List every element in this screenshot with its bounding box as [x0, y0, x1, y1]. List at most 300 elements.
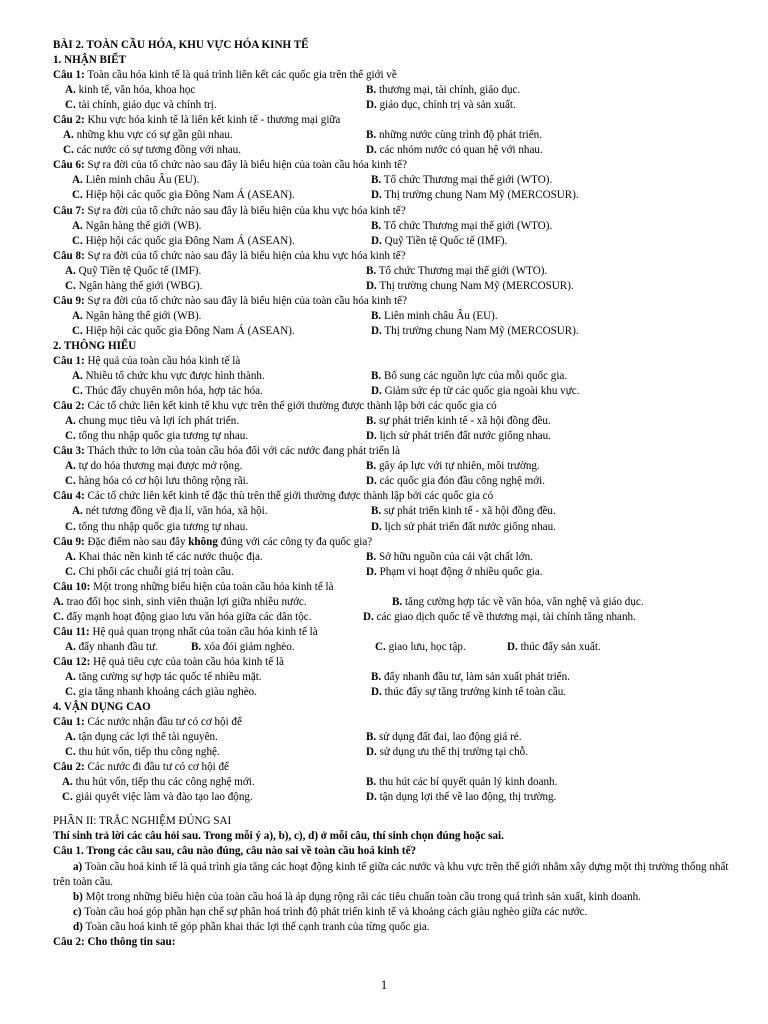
option-text: Hiệp hội các quốc gia Đông Nam Á (ASEAN).: [85, 234, 295, 247]
option-letter: B.: [371, 370, 382, 383]
option-text: Nhiều tổ chức khu vực được hình thành.: [85, 370, 265, 383]
part-instruction: Thí sinh trả lời các câu hỏi sau. Trong mỗi ý a), b), c), d) ở mỗi câu, thí sinh chọn đúng hoặc sai.: [53, 830, 504, 843]
answer-option[interactable]: [63, 128, 233, 143]
question-text: Hệ quả của toàn cầu hóa kinh tế là: [87, 354, 241, 367]
option-letter: A.: [65, 84, 76, 97]
option-text: Ngân hàng thế giới (WB).: [85, 219, 202, 232]
answer-option[interactable]: [53, 610, 312, 625]
option-letter: C.: [72, 189, 83, 202]
question-text: Trong các câu sau, câu nào đúng, câu nào sai về toàn cầu hoá kinh tế?: [86, 845, 417, 858]
section-heading: 2. THÔNG HIỂU: [53, 339, 137, 352]
option-letter: B.: [366, 776, 377, 789]
question-text: Đặc điểm nào sau đây: [87, 535, 189, 548]
answer-row: [53, 565, 733, 580]
option-letter: B.: [392, 595, 403, 608]
answer-option[interactable]: [191, 640, 295, 655]
option-letter: D.: [371, 520, 382, 533]
answer-option[interactable]: [53, 595, 307, 610]
answer-option[interactable]: [366, 98, 516, 113]
answer-option[interactable]: [392, 595, 644, 610]
answer-row: [53, 790, 733, 805]
question-label: Câu 12:: [53, 655, 91, 668]
answer-option[interactable]: [65, 685, 257, 700]
statement-letter: a): [73, 860, 83, 873]
answer-row: [53, 685, 733, 700]
answer-row: [53, 369, 733, 384]
option-text: xóa đói giảm nghèo.: [203, 640, 295, 653]
option-text: các nước có sự tương đồng với nhau.: [76, 144, 241, 157]
option-letter: D.: [507, 640, 518, 653]
option-text: Chi phối các chuỗi giá trị toàn cầu.: [78, 565, 234, 578]
option-letter: B.: [366, 460, 377, 473]
option-letter: A.: [65, 415, 76, 428]
answer-option[interactable]: [371, 234, 507, 249]
question-stem: [53, 399, 733, 414]
answer-option[interactable]: [72, 234, 295, 249]
answer-option[interactable]: [366, 128, 542, 143]
answer-row: [53, 610, 733, 625]
answer-option[interactable]: [72, 504, 268, 519]
answer-row: [53, 324, 733, 339]
question-stem: [53, 249, 733, 264]
answer-option[interactable]: [65, 565, 234, 580]
answer-row: [53, 595, 733, 610]
document-body: [53, 38, 733, 950]
option-letter: C.: [375, 640, 386, 653]
document-title: BÀI 2. TOÀN CẦU HÓA, KHU VỰC HÓA KINH TẾ: [53, 39, 309, 51]
option-letter: A.: [65, 550, 76, 563]
option-text: Thị trường chung Nam Mỹ (MERCOSUR).: [384, 324, 579, 337]
option-letter: A.: [62, 776, 73, 789]
statement-text: Toàn cầu hoá kinh tế góp phần khai thác lợi thế cạnh tranh của từng quốc gia.: [85, 920, 430, 933]
answer-option[interactable]: [366, 143, 543, 158]
part-heading: PHẦN II: TRẮC NGHIỆM ĐÚNG SAI: [53, 815, 232, 828]
answer-option[interactable]: [366, 745, 528, 760]
option-letter: A.: [72, 309, 83, 322]
question-label: Câu 1:: [53, 716, 85, 729]
answer-row: [53, 264, 733, 279]
answer-row: [53, 640, 733, 655]
statement-text: Một trong những biểu hiện của toàn cầu hoá là áp dụng rộng rãi các tiêu chuẩn toàn cầu trong quá trình sản xuất, kinh doanh.: [85, 890, 641, 903]
option-text: thu hút các bí quyết quản lý kinh doanh.: [378, 776, 558, 789]
option-text: Tổ chức Thương mại thế giới (WTO).: [378, 264, 548, 277]
answer-option[interactable]: [62, 790, 253, 805]
answer-option[interactable]: [65, 730, 218, 745]
option-letter: A.: [65, 640, 76, 653]
question-stem: [53, 158, 733, 173]
statement-letter: b): [73, 890, 83, 903]
option-text: tăng cường hợp tác về văn hóa, văn nghệ và giáo dục.: [404, 595, 644, 608]
option-letter: D.: [366, 565, 377, 578]
question-stem: [53, 625, 733, 640]
answer-option[interactable]: [65, 459, 242, 474]
option-text: Hiệp hội các quốc gia Đông Nam Á (ASEAN).: [85, 189, 295, 202]
question-stem: [53, 444, 733, 459]
question-text: đúng với các công ty đa quốc gia?: [217, 535, 373, 548]
question-stem: [53, 294, 733, 309]
section-heading: 1. NHẬN BIẾT: [53, 54, 127, 67]
option-text: sự phát triển kinh tế - xã hội đồng đều.: [378, 415, 551, 428]
answer-option[interactable]: [366, 83, 520, 98]
question-stem: [53, 715, 733, 730]
answer-row: [53, 745, 733, 760]
answer-option[interactable]: [366, 459, 540, 474]
question-label: Câu 1:: [53, 354, 85, 367]
option-text: kinh tế, văn hóa, khoa học: [78, 84, 196, 97]
question-stem: [53, 580, 733, 595]
answer-option[interactable]: [366, 775, 557, 790]
option-letter: D.: [371, 686, 382, 699]
option-letter: B.: [371, 174, 382, 187]
answer-option[interactable]: [65, 640, 158, 655]
answer-option[interactable]: [72, 369, 265, 384]
true-false-statement[interactable]: [53, 920, 733, 935]
answer-row: [53, 520, 733, 535]
answer-option[interactable]: [366, 264, 547, 279]
question-label: Câu 9:: [53, 535, 85, 548]
question-text-emphasis: không: [188, 535, 218, 548]
option-letter: C.: [65, 686, 76, 699]
statement-letter: c): [73, 905, 82, 918]
answer-option[interactable]: [63, 143, 241, 158]
option-text: Giảm sức ép từ các quốc gia ngoài khu vực.: [384, 385, 580, 398]
question-text: Khu vực hóa kinh tế là liên kết kinh tế - thương mại giữa: [87, 114, 341, 127]
option-letter: C.: [65, 520, 76, 533]
true-false-statement[interactable]: [53, 860, 733, 890]
answer-row: [53, 309, 733, 324]
option-text: nét tương đồng về địa lí, văn hóa, xã hội.: [85, 505, 268, 518]
answer-option[interactable]: [65, 745, 220, 760]
question-stem: [53, 535, 733, 550]
option-letter: D.: [371, 324, 382, 337]
option-letter: B.: [371, 309, 382, 322]
option-text: Thúc đẩy chuyên môn hóa, hợp tác hóa.: [85, 385, 263, 398]
answer-option[interactable]: [363, 610, 636, 625]
true-false-statement[interactable]: [53, 890, 733, 905]
answer-option[interactable]: [371, 309, 498, 324]
option-letter: C.: [65, 279, 76, 292]
answer-option[interactable]: [65, 264, 201, 279]
option-text: Liên minh châu Âu (EU).: [85, 174, 200, 187]
answer-row: [53, 219, 733, 234]
option-letter: B.: [366, 415, 377, 428]
option-text: những nước cùng trình độ phát triển.: [378, 129, 542, 142]
option-letter: B.: [371, 505, 382, 518]
answer-option[interactable]: [366, 565, 543, 580]
option-letter: A.: [63, 129, 74, 142]
answer-option[interactable]: [371, 188, 579, 203]
statement-text: Toàn cầu hoá kinh tế là quá trình gia tăng các hoạt động kinh tế giữa các nước và khu vực trên thế giới nhằm xây dựng một thị trường thống nhất trên toàn cầu.: [53, 860, 729, 888]
question-text: Một trong những biểu hiện của toàn cầu hóa kinh tế là: [93, 580, 334, 593]
option-letter: C.: [72, 234, 83, 247]
option-text: sử dụng đất đai, lao động giá rẻ.: [378, 731, 522, 744]
answer-option[interactable]: [507, 640, 601, 655]
option-text: đẩy mạnh hoạt động giao lưu văn hóa giữa các dân tộc.: [66, 610, 312, 623]
option-letter: B.: [366, 129, 377, 142]
option-text: tài chính, giáo dục và chính trị.: [78, 99, 217, 112]
option-text: tổng thu nhập quốc gia tương tự nhau.: [78, 520, 249, 533]
option-letter: D.: [366, 144, 377, 157]
option-text: giải quyết việc làm và đào tạo lao động.: [75, 791, 253, 804]
question-label: Câu 6:: [53, 159, 85, 172]
option-letter: A.: [65, 264, 76, 277]
option-letter: A.: [72, 174, 83, 187]
question-text: Hệ quả quan trọng nhất của toàn cầu hóa kinh tế là: [92, 625, 318, 638]
answer-row: [53, 128, 733, 143]
question-stem: [53, 354, 733, 369]
question-text: Cho thông tin sau:: [87, 935, 176, 948]
answer-option[interactable]: [366, 414, 551, 429]
option-text: Thị trường chung Nam Mỹ (MERCOSUR).: [379, 279, 574, 292]
question-label: Câu 11:: [53, 625, 90, 638]
question-label: Câu 2:: [53, 400, 85, 413]
option-letter: B.: [371, 670, 382, 683]
question-text: Thách thức to lớn của toàn cầu hóa đối với các nước đang phát triển là: [87, 445, 401, 458]
true-false-statement[interactable]: [53, 905, 733, 920]
spacer: [53, 805, 733, 814]
page-number: 1: [380, 977, 388, 992]
answer-row: [53, 730, 733, 745]
question-label: Câu 10:: [53, 580, 91, 593]
question-text: Hệ quả tiêu cực của toàn cầu hóa kinh tế là: [93, 655, 284, 668]
option-letter: A.: [72, 370, 83, 383]
option-text: tăng cường sự hợp tác quốc tế nhiều mặt.: [78, 670, 262, 683]
option-text: gây áp lực với tự nhiên, môi trường.: [378, 460, 540, 473]
option-text: Sở hữu nguồn của cải vật chất lớn.: [378, 550, 533, 563]
option-text: tận dụng lợi thế về lao động, thị trường.: [379, 791, 557, 804]
option-text: tận dụng các lợi thế tài nguyên.: [78, 731, 218, 744]
option-letter: D.: [366, 99, 377, 112]
option-letter: C.: [72, 385, 83, 398]
answer-row: [53, 670, 733, 685]
option-letter: D.: [371, 189, 382, 202]
answer-row: [53, 143, 733, 158]
answer-option[interactable]: [65, 279, 202, 294]
question-label: Câu 1:: [53, 69, 85, 82]
option-text: thúc đẩy sản xuất.: [520, 640, 601, 653]
question-text: Các tổ chức liên kết kinh tế khu vực trên thế giới thường được thành lập bởi các quốc gia có: [87, 400, 497, 413]
option-text: các quốc gia đón đầu công nghệ mới.: [379, 475, 546, 488]
option-text: Ngân hàng thế giới (WBG).: [78, 279, 203, 292]
option-letter: D.: [363, 610, 374, 623]
option-text: đẩy nhanh đầu tư.: [78, 640, 158, 653]
question-stem: [53, 489, 733, 504]
option-text: sự phát triển kinh tế - xã hội đồng đều.: [383, 505, 556, 518]
question-stem: [53, 844, 733, 859]
question-label: Câu 2:: [53, 761, 85, 774]
answer-option[interactable]: [371, 670, 570, 685]
question-label: Câu 2:: [53, 114, 85, 127]
answer-option[interactable]: [65, 550, 263, 565]
question-stem: [53, 655, 733, 670]
answer-option[interactable]: [65, 429, 248, 444]
answer-row: [53, 504, 733, 519]
option-text: thúc đẩy sự tăng trưởng kinh tế toàn cầu.: [384, 686, 567, 699]
answer-option[interactable]: [371, 504, 556, 519]
option-text: tổng thu nhập quốc gia tương tự nhau.: [78, 430, 249, 443]
answer-option[interactable]: [371, 369, 567, 384]
option-text: những khu vực có sự gần gũi nhau.: [76, 129, 233, 142]
option-text: Quỹ Tiền tệ Quốc tế (IMF).: [384, 234, 508, 247]
option-letter: A.: [72, 505, 83, 518]
option-letter: A.: [65, 731, 76, 744]
question-text: Các nước đi đầu tư có cơ hội để: [87, 761, 229, 774]
answer-option[interactable]: [371, 219, 552, 234]
answer-option[interactable]: [72, 219, 201, 234]
option-text: trao đổi học sinh, sinh viên thuận lợi giữa nhiều nước.: [66, 595, 307, 608]
question-label: Câu 7:: [53, 204, 85, 217]
section-heading: 4. VẬN DỤNG CAO: [53, 701, 151, 714]
option-text: lịch sử phát triển đất nước giống nhau.: [384, 520, 556, 533]
option-text: thu hút vốn, tiếp thu các công nghệ mới.: [75, 776, 255, 789]
option-letter: D.: [371, 385, 382, 398]
answer-row: [53, 279, 733, 294]
option-text: các giao dịch quốc tế về thương mại, tài chính tăng nhanh.: [376, 610, 636, 623]
statement-letter: d): [73, 920, 83, 933]
question-stem: [53, 113, 733, 128]
option-letter: B.: [371, 219, 382, 232]
option-text: Ngân hàng thế giới (WB).: [85, 309, 202, 322]
option-letter: D.: [371, 234, 382, 247]
answer-option[interactable]: [371, 384, 579, 399]
option-text: Khai thác nền kinh tế các nước thuộc địa.: [78, 550, 263, 563]
option-letter: D.: [366, 430, 377, 443]
answer-row: [53, 414, 733, 429]
option-letter: C.: [63, 144, 74, 157]
answer-option[interactable]: [65, 98, 217, 113]
answer-row: [53, 775, 733, 790]
answer-option[interactable]: [366, 474, 545, 489]
answer-option[interactable]: [65, 520, 248, 535]
answer-option[interactable]: [366, 279, 574, 294]
answer-row: [53, 459, 733, 474]
question-label: Câu 1.: [53, 845, 84, 858]
question-label: Câu 3:: [53, 445, 85, 458]
question-text: Sự ra đời của tổ chức nào sau đây là biểu hiện của toàn cầu hóa kinh tế?: [87, 294, 407, 307]
option-letter: C.: [65, 99, 76, 112]
option-letter: A.: [65, 670, 76, 683]
question-label: Câu 8:: [53, 249, 85, 262]
answer-row: [53, 550, 733, 565]
answer-option[interactable]: [72, 384, 263, 399]
option-letter: A.: [53, 595, 64, 608]
question-stem: [53, 204, 733, 219]
answer-option[interactable]: [371, 685, 566, 700]
option-letter: B.: [366, 731, 377, 744]
option-letter: D.: [366, 279, 377, 292]
option-text: Tổ chức Thương mại thế giới (WTO).: [383, 174, 553, 187]
option-text: Phạm vi hoạt động ở nhiều quốc gia.: [379, 565, 543, 578]
option-letter: B.: [366, 84, 377, 97]
answer-option[interactable]: [65, 83, 195, 98]
question-stem: [53, 935, 733, 950]
answer-option[interactable]: [371, 173, 552, 188]
option-text: đẩy nhanh đầu tư, làm sản xuất phát triển.: [383, 670, 570, 683]
answer-option[interactable]: [72, 324, 295, 339]
option-text: Tổ chức Thương mại thế giới (WTO).: [383, 219, 553, 232]
option-text: các nhóm nước có quan hệ với nhau.: [379, 144, 543, 157]
option-letter: A.: [72, 219, 83, 232]
answer-option[interactable]: [72, 188, 295, 203]
question-label: Câu 2:: [53, 935, 85, 948]
option-text: Hiệp hội các quốc gia Đông Nam Á (ASEAN).: [85, 324, 295, 337]
answer-option[interactable]: [366, 550, 533, 565]
answer-row: [53, 173, 733, 188]
option-text: hàng hóa có cơ hội lưu thông rộng rãi.: [78, 475, 249, 488]
answer-option[interactable]: [65, 474, 249, 489]
question-stem: [53, 68, 733, 83]
option-letter: C.: [65, 746, 76, 759]
option-text: chung mục tiêu và lợi ích phát triển.: [78, 415, 240, 428]
option-text: Liên minh châu Âu (EU).: [383, 309, 498, 322]
option-text: thu hút vốn, tiếp thu công nghệ.: [78, 746, 220, 759]
option-letter: C.: [72, 324, 83, 337]
option-letter: B.: [366, 550, 377, 563]
option-letter: D.: [366, 791, 377, 804]
option-text: giáo dục, chính trị và sản xuất.: [379, 99, 516, 112]
answer-row: [53, 188, 733, 203]
statement-text: Toàn cầu hoá góp phần hạn chế sự phân hoá trình độ phát triển kinh tế và khoảng cách giàu nghèo giữa các nước.: [84, 905, 588, 918]
option-letter: B.: [191, 640, 202, 653]
question-text: Sự ra đời của tổ chức nào sau đây là biểu hiện của khu vực hóa kinh tế?: [87, 249, 406, 262]
option-text: tự do hóa thương mại được mở rộng.: [78, 460, 243, 473]
answer-row: [53, 429, 733, 444]
option-text: lịch sử phát triển đất nước giống nhau.: [379, 430, 551, 443]
option-letter: D.: [366, 475, 377, 488]
option-letter: B.: [366, 264, 377, 277]
option-letter: C.: [62, 791, 73, 804]
option-text: Bổ sung các nguồn lực của mỗi quốc gia.: [383, 370, 568, 383]
option-letter: D.: [366, 746, 377, 759]
answer-row: [53, 98, 733, 113]
answer-option[interactable]: [366, 730, 521, 745]
answer-option[interactable]: [375, 640, 466, 655]
option-text: Thị trường chung Nam Mỹ (MERCOSUR).: [384, 189, 579, 202]
option-letter: C.: [65, 475, 76, 488]
answer-option[interactable]: [371, 520, 556, 535]
question-text: Sự ra đời của tổ chức nào sau đây là biểu hiện của khu vực hóa kinh tế?: [87, 204, 406, 217]
question-stem: [53, 760, 733, 775]
option-letter: C.: [65, 565, 76, 578]
answer-option[interactable]: [62, 775, 255, 790]
answer-option[interactable]: [65, 414, 239, 429]
question-label: Câu 4:: [53, 490, 85, 503]
option-text: Quỹ Tiền tệ Quốc tế (IMF).: [78, 264, 202, 277]
answer-option[interactable]: [72, 309, 201, 324]
answer-option[interactable]: [72, 173, 199, 188]
answer-option[interactable]: [371, 324, 579, 339]
question-label: Câu 9:: [53, 294, 85, 307]
question-text: Toàn cầu hóa kinh tế là quá trình liên kết các quốc gia trên thế giới về: [87, 69, 397, 82]
option-text: gia tăng nhanh khoảng cách giàu nghèo.: [78, 686, 257, 699]
answer-row: [53, 384, 733, 399]
answer-row: [53, 83, 733, 98]
option-text: sử dụng ưu thế thị trường tại chỗ.: [379, 746, 528, 759]
answer-row: [53, 234, 733, 249]
answer-row: [53, 474, 733, 489]
answer-option[interactable]: [65, 670, 262, 685]
option-letter: C.: [53, 610, 64, 623]
option-letter: C.: [65, 430, 76, 443]
question-text: Các nước nhận đầu tư có cơ hội để: [87, 716, 242, 729]
answer-option[interactable]: [366, 790, 556, 805]
question-text: Các tổ chức liên kết kinh tế đặc thù trên thế giới thường được thành lập bởi các quốc gia có: [87, 490, 494, 503]
option-text: giao lưu, học tập.: [388, 640, 466, 653]
answer-option[interactable]: [366, 429, 551, 444]
option-text: thương mại, tài chính, giáo dục.: [378, 84, 521, 97]
question-text: Sự ra đời của tổ chức nào sau đây là biểu hiện của toàn cầu hóa kinh tế?: [87, 159, 407, 172]
option-letter: A.: [65, 460, 76, 473]
